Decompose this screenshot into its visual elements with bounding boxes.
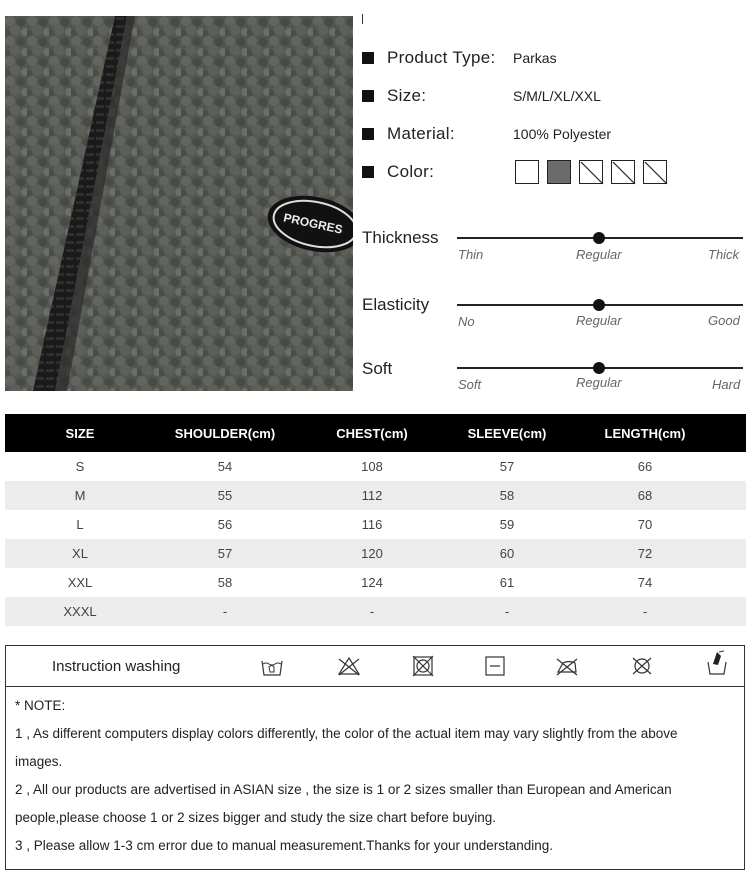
dry-flat-icon [483,655,507,677]
scale-marker [593,362,605,374]
table-cell: 55 [217,488,233,503]
scale-left-label: No [458,314,475,329]
note-line: images. [15,754,63,769]
table-cell: 58 [499,488,515,503]
spec-size [362,84,601,108]
table-cell: 68 [637,488,653,503]
color-swatches [515,160,667,184]
table-row [5,597,746,626]
scale-elasticity [362,295,750,355]
table-cell: 108 [361,459,383,474]
table-cell: XL [72,546,88,561]
spec-material [362,122,612,146]
scale-marker [593,232,605,244]
do-not-tumble-dry-icon [411,655,435,677]
scale-right-label: Hard [712,377,741,392]
scale-title: Thickness [362,228,439,247]
table-row [5,452,746,481]
table-row [5,481,746,510]
table-cell: S [75,459,85,474]
spec-product-type [362,46,557,70]
spec-color [362,160,434,184]
scale-title: Soft [362,359,393,378]
table-cell: 57 [499,459,515,474]
table-cell: 58 [217,575,233,590]
patch-text: PROGRES [282,210,344,237]
do-not-bleach-icon [337,655,361,677]
table-row [5,568,746,597]
header-cell: CHEST(cm) [336,425,408,441]
scale-left-label: Soft [458,377,482,392]
table-cell: - [369,604,375,619]
scale-soft [362,359,750,419]
swatch-gray[interactable] [547,160,571,184]
swatch-none[interactable] [579,160,603,184]
table-header [5,414,746,452]
bullet-icon [362,52,374,64]
table-cell: - [222,604,228,619]
spec-value: 100% Polyester [513,126,612,142]
swatch-none[interactable] [643,160,667,184]
table-cell: 59 [499,517,515,532]
washing-header [6,646,744,687]
do-not-dry-clean-icon [630,655,654,677]
note-line: people,please choose 1 or 2 sizes bigger and study the size chart before buying. [15,810,497,825]
table-cell: 60 [499,546,515,561]
swatch-none[interactable] [611,160,635,184]
spec-label: Product Type: [387,48,496,67]
washing-notes-box [5,645,745,870]
do-not-iron-icon [555,655,579,677]
table-cell: 61 [499,575,515,590]
note-line: 2 , All our products are advertised in ASIAN size , the size is 1 or 2 sizes smaller than European and American [15,782,672,797]
table-cell: M [74,488,86,503]
table-cell: XXXL [63,604,97,619]
table-row [5,539,746,568]
table-cell: 57 [217,546,233,561]
table-cell: - [504,604,510,619]
header-cell: LENGTH(cm) [604,425,686,441]
swatch-white[interactable] [515,160,539,184]
scale-right-label: Good [708,313,740,328]
table-cell: 112 [361,488,383,503]
table-body [5,452,746,626]
spec-label: Size: [387,86,427,105]
fleece-jacket-image [5,16,353,391]
table-cell: 56 [217,517,233,532]
table-cell: XXL [67,575,93,590]
spec-label: Color: [387,162,435,181]
table-cell: 124 [361,575,383,590]
spec-value: Parkas [513,50,557,66]
notes-section [15,692,743,860]
table-cell: 70 [637,517,653,532]
scale-marker [593,299,605,311]
product-photo [5,16,353,391]
table-cell: 74 [637,575,653,590]
scale-mid-label: Regular [576,247,622,262]
table-cell: 120 [361,546,383,561]
scale-mid-label: Regular [576,375,622,390]
scale-title: Elasticity [362,295,430,314]
spec-label: Material: [387,124,455,143]
spec-panel [362,0,750,400]
table-cell: 54 [217,459,233,474]
table-cell: 66 [637,459,653,474]
scale-right-label: Thick [708,247,740,262]
note-line: 3 , Please allow 1-3 cm error due to manual measurement.Thanks for your understanding. [15,838,554,853]
size-table [5,414,746,626]
table-cell: - [642,604,648,619]
wring-dry-icon [705,650,729,676]
header-cell: SHOULDER(cm) [174,425,276,441]
hand-wash-icon [260,655,284,677]
scale-mid-label: Regular [576,313,622,328]
divider [362,14,363,24]
washing-title: Instruction washing [52,658,181,675]
table-cell: L [76,517,84,532]
note-heading: * NOTE: [15,698,66,713]
table-cell: 72 [637,546,653,561]
spec-value: S/M/L/XL/XXL [513,88,601,104]
header-cell: SIZE [65,425,95,441]
bullet-icon [362,166,374,178]
scale-left-label: Thin [458,247,484,262]
header-cell: SLEEVE(cm) [467,425,547,441]
table-cell: 116 [361,517,383,532]
note-line: 1 , As different computers display colors differently, the color of the actual item may vary slightly from the above [15,726,678,741]
table-row [5,510,746,539]
bullet-icon [362,90,374,102]
scale-thickness [362,228,750,288]
bullet-icon [362,128,374,140]
